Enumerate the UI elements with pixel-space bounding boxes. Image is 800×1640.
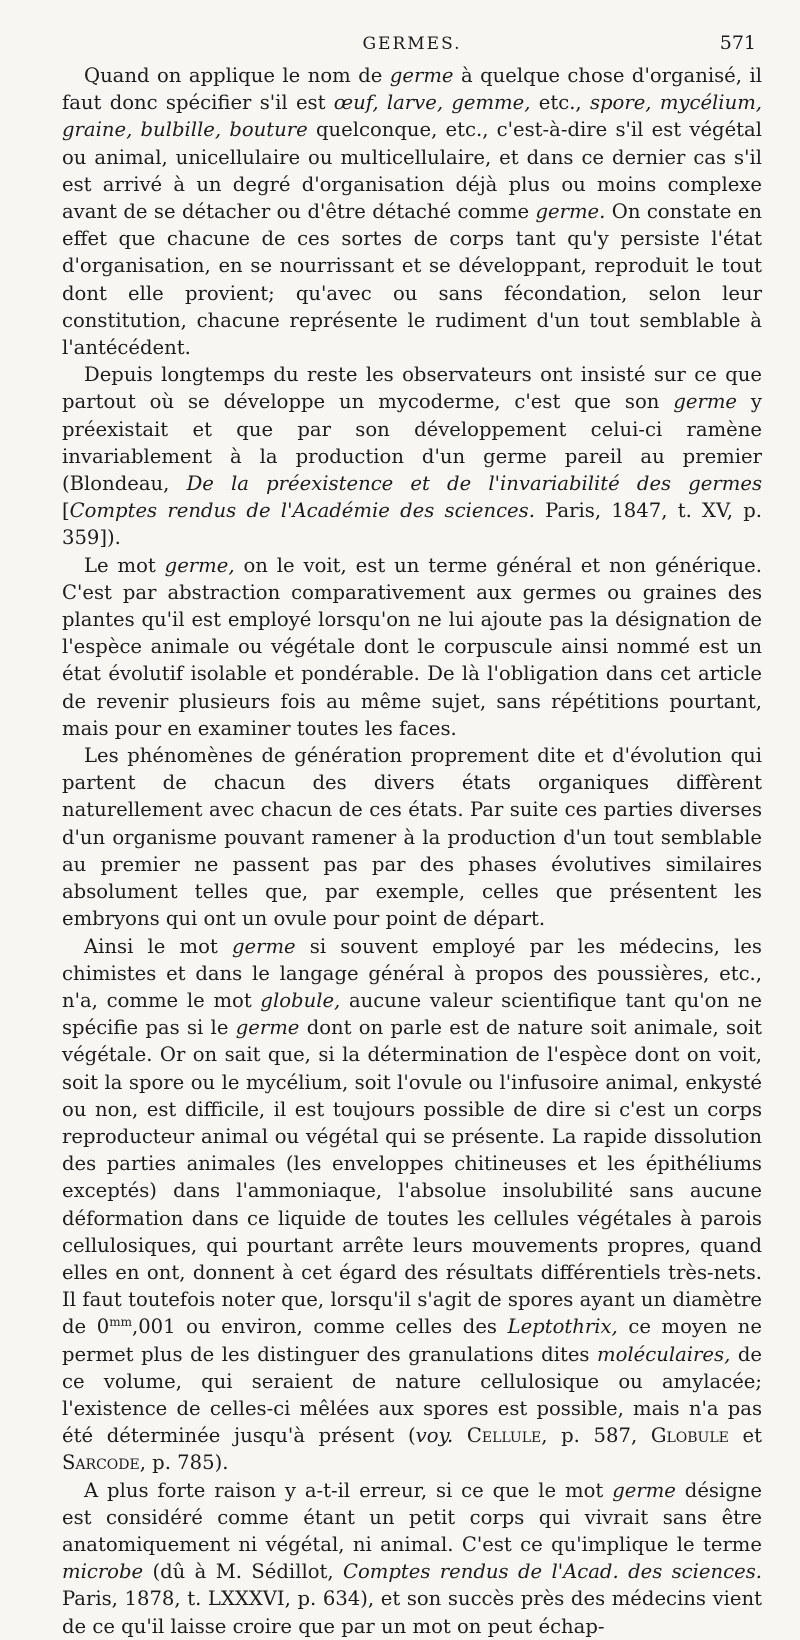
small-caps-text: Globule	[650, 1424, 729, 1448]
italic-text: spore, mycélium, graine, bulbille, bouture	[62, 91, 763, 142]
text-run: (dû à M. Sédillot,	[143, 1560, 343, 1584]
italic-text: voy.	[415, 1424, 454, 1448]
italic-text: Comptes rendus de l'Acad. des sciences.	[343, 1560, 762, 1584]
text-run: , p. 587,	[541, 1424, 651, 1448]
text-run: Quand on applique le nom de	[84, 64, 390, 87]
text-run: Ainsi le mot	[84, 934, 232, 958]
italic-text: moléculaires,	[597, 1342, 731, 1366]
text-run: [	[62, 499, 70, 523]
text-run: si souvent employé par les médecins, les chimistes et dans le langage général à propos des poussières, etc., n'a, comme le mot	[62, 934, 762, 1012]
running-header	[62, 30, 762, 56]
italic-text: De la préexistence et de l'invariabilité des germes	[186, 472, 763, 496]
text-run: ce moyen ne permet plus de les distinguer des granulations dites	[62, 1315, 762, 1366]
italic-text: Leptothrix,	[507, 1315, 618, 1339]
italic-text: germe	[235, 1016, 300, 1040]
italic-text: œuf, larve, gemme,	[333, 91, 531, 115]
text-run: etc.,	[530, 91, 590, 115]
text-run: Paris, 1878, t. LXXXVI, p. 634), et son succès près des médecins vient de ce qu'il laisse croire que par un mot on peut échap-	[62, 1587, 762, 1638]
paragraph	[62, 933, 762, 1477]
paragraph	[62, 361, 762, 551]
running-title: GERMES.	[362, 34, 462, 54]
paragraph	[62, 742, 762, 932]
text-run: A plus forte raison y a-t-il erreur, si ce que le mot	[84, 1478, 613, 1502]
text-run: , p. 785).	[139, 1451, 229, 1475]
paragraph	[62, 1477, 762, 1640]
italic-text: microbe	[62, 1560, 144, 1584]
text-run: Depuis longtemps du reste les observateurs ont insisté sur ce que partout où se développe un mycoderme, c'est que son	[62, 363, 762, 414]
italic-text: globule,	[260, 988, 341, 1012]
text-run: on le voit, est un terme général et non générique. C'est par abstraction comparativement aux germes ou graines des plantes qu'il est employé lorsqu'on ne lui ajoute pas la désignation de l'espèce animale ou végétale dont le corpuscule ainsi nommé est un état évolutif isolable et pondérable. De là l'obligation dans cet article de revenir plusieurs fois au même sujet, sans répétitions pourtant, mais pour en examiner toutes les faces.	[62, 553, 762, 740]
text-run: quelconque, etc., c'est-à-dire s'il est végétal ou animal, unicellulaire ou multicellulaire, et dans ce dernier cas s'il est arrivé à un degré d'organisation déjà plus ou moins complexe avant de se détacher ou d'être détaché comme	[62, 118, 762, 224]
text-run	[453, 1424, 467, 1447]
italic-text: Comptes rendus de l'Académie des sciences.	[69, 499, 535, 523]
italic-text: germe	[231, 934, 296, 958]
italic-text: germe.	[535, 200, 606, 224]
small-caps-text: Cellule	[466, 1424, 542, 1448]
text-run: Le mot	[84, 553, 165, 577]
text-run: de ce volume, qui seraient de nature cellulosique ou amylacée; l'existence de celles-ci mêlées aux spores est possible, mais n'a pas été déterminée jusqu'à présent (	[62, 1342, 762, 1448]
text-run: et	[728, 1424, 763, 1448]
text-run: Les phénomènes de génération proprement dite et d'évolution qui partent de chacun des divers états organiques diffèrent naturellement avec chacun de ces états. Par suite ces parties diverses d'un organisme pouvant ramener à la production d'un tout semblable au premier ne passent pas par des phases évolutives similaires absolument telles que, par exemple, celles que présentent les embryons qui ont un ovule pour point de départ.	[62, 744, 762, 931]
superscript-text: mm	[109, 1315, 132, 1330]
text-run: à quelque chose d'organisé, il faut donc spécifier s'il est	[62, 64, 762, 115]
text-run: y préexistait et que par son développement celui-ci ramène invariablement à la production d'un germe pareil au premier (Blondeau,	[62, 390, 762, 496]
page-number: 571	[719, 32, 756, 54]
text-run: ,001 ou environ, comme celles des	[131, 1315, 508, 1339]
italic-text: germe,	[164, 553, 235, 577]
text-run: désigne est considéré comme étant un petit corps qui vivrait sans être anatomiquement ni végétal, ni animal. C'est ce qu'implique le terme	[62, 1478, 763, 1556]
text-run: dont on parle est de nature soit animale, soit végétale. Or on sait que, si la détermination de l'espèce dont on voit, soit la spore ou le mycélium, soit l'ovule ou l'infusoire animal, enkysté ou non, est difficile, il est toujours possible de dire si c'est un corps reproducteur animal ou végétal qui se présente. La rapide dissolution des parties animales (les enveloppes chitineuses et les épithéliums exceptés) dans l'ammoniaque, l'absolue insolubilité sans aucune déformation dans ce liquide de toutes les cellules végétales à parois cellulosiques, qui pourtant arrête leurs mouvements propres, quand elles en ont, donnent à cet égard des résultats différentiels très-nets. Il faut toutefois noter que, lorsqu'il s'agit de spores ayant un diamètre de 0	[62, 1016, 763, 1339]
body-text	[62, 62, 762, 1640]
text-run: Paris, 1847, t. XV, p. 359]).	[62, 499, 762, 550]
paragraph	[62, 62, 762, 361]
text-run: On constate en effet que chacune de ces sortes de corps tant qu'y persiste l'état d'organisation, en se nourrissant et se développant, reproduit le tout dont elle provient; qu'avec ou sans fécondation, selon leur constitution, chacune représente le rudiment d'un tout semblable à l'antécédent.	[62, 200, 762, 360]
small-caps-text: Sarcode	[62, 1451, 140, 1475]
italic-text: germe	[389, 64, 454, 87]
italic-text: germe	[612, 1478, 676, 1502]
italic-text: germe	[673, 390, 737, 414]
text-run: aucune valeur scientifique tant qu'on ne spécifie pas si le	[62, 988, 762, 1040]
paragraph	[62, 552, 762, 742]
